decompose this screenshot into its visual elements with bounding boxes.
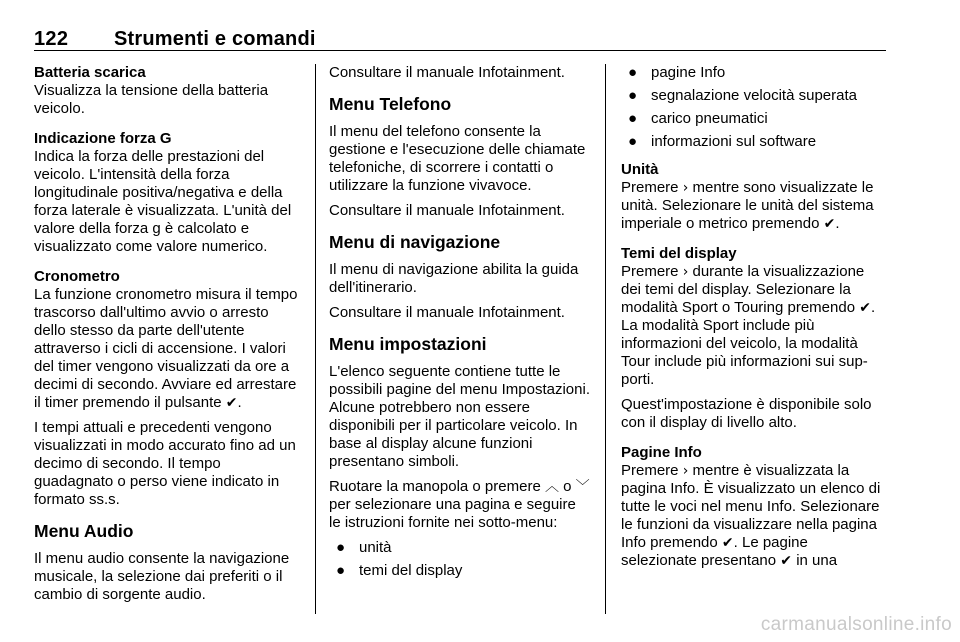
column-3 <box>621 64 887 570</box>
chevron-up-icon: ︿ <box>544 479 559 495</box>
page-header <box>34 28 886 51</box>
check-icon: ✔ <box>823 216 836 232</box>
section-text: Il menu di navigazione abilita la guida dell'itinerario. <box>329 261 579 296</box>
check-icon: ✔ <box>780 553 793 569</box>
section-pagine-info <box>621 444 887 570</box>
section-unita <box>621 161 887 233</box>
column-divider <box>605 64 606 614</box>
section-text: Premere › durante la visualizzazione dei temi del display. Selezionare la modalità Sport o Touring premendo ✔. La modalità Sport include più informazioni del veicolo, la modalità Tour include più informazioni sui sup-porti. <box>621 263 876 388</box>
list-item: ● temi del display <box>336 562 463 579</box>
bullet-icon: ● <box>336 562 346 579</box>
section-text: Consultare il manuale Infotainment. <box>329 64 565 81</box>
section-text: L'elenco seguente contiene tutte le possibili pagine del menu Impostazioni. Alcune potrebbero non essere disponibili per il particolare veicolo. In base al display alcune funzioni presentano simboli. <box>329 363 590 470</box>
watermark: carmanualsonline.info <box>760 614 952 635</box>
check-icon: ✔ <box>721 535 734 551</box>
section-text: Premere › mentre sono visualizzate le unità. Selezionare le unità del sistema imperiale o metrico premendo ✔. <box>621 179 874 232</box>
section-text: Ruotare la manopola o premere ︿ o ﹀ per selezionare una pagina e seguire le istruzioni fornite nei sotto-menu: <box>329 478 590 531</box>
section-cronometro <box>34 268 302 509</box>
section-text: Premere › mentre è visualizzata la pagina Info. È visualizzato un elenco di tutte le voci nel menu Info. Selezionare le funzioni da visualizzare nella pagina Info premendo ✔. Le pagine selezionate presentano ✔ in una <box>621 462 881 569</box>
column-divider <box>315 64 316 614</box>
section-title: Temi del display <box>621 245 737 262</box>
section-text: Visualizza la tensione della batteria veicolo. <box>34 82 269 117</box>
section-menu-navigazione <box>329 232 591 322</box>
section-heading: Menu di navigazione <box>329 232 501 252</box>
chevron-down-icon: ﹀ <box>575 479 590 495</box>
section-text: Consultare il manuale Infotainment. <box>329 202 565 219</box>
chapter-title: Strumenti e comandi <box>114 28 316 50</box>
section-text: La funzione cronometro misura il tempo trascorso dall'ultimo avvio o arresto dello stesso da parte dell'utente attraverso i cicli di accensione. I valori del timer vengono visualizzati da ore a decimi di secondo. Avviare ed arrestare il timer premendo il pulsante ✔. <box>34 286 298 411</box>
section-heading: Menu Telefono <box>329 94 452 114</box>
section-title: Pagine Info <box>621 444 702 461</box>
section-text: Consultare il manuale Infotainment. <box>329 304 565 321</box>
section-batteria <box>34 64 302 118</box>
section-text: Indica la forza delle prestazioni del veicolo. L'intensità della forza longitudinale positiva/negativa e della forza laterale è visualizzata. L'unità del valore della forza g è calcolato e visualizzato come valore numerico. <box>34 148 292 255</box>
list-item: ● informazioni sul software <box>628 133 817 150</box>
bullet-icon: ● <box>628 133 638 150</box>
bullet-icon: ● <box>628 64 638 81</box>
section-text: I tempi attuali e precedenti vengono visualizzati in modo accurato fino ad un decimo di secondo. Il tempo guadagnato o perso viene indicato in formato ss.s. <box>34 419 296 508</box>
section-menu-telefono <box>329 94 591 220</box>
section-forza-g <box>34 130 302 256</box>
bullet-icon: ● <box>336 539 346 556</box>
bullet-icon: ● <box>628 110 638 127</box>
bullet-icon: ● <box>628 87 638 104</box>
section-title: Batteria scarica <box>34 64 146 81</box>
section-text: Quest'impostazione è disponibile solo con il display di livello alto. <box>621 396 872 431</box>
section-menu-audio <box>34 521 302 604</box>
list-item: ● segnalazione velocità superata <box>628 87 857 104</box>
section-title: Cronometro <box>34 268 120 285</box>
section-heading: Menu Audio <box>34 521 134 541</box>
section-title: Indicazione forza G <box>34 130 172 147</box>
section-heading: Menu impostazioni <box>329 334 487 354</box>
list-item: ● unità <box>336 539 392 556</box>
column-2 <box>329 64 591 585</box>
chevron-right-icon: › <box>682 180 689 196</box>
page-number: 122 <box>34 28 69 50</box>
section-temi-display <box>621 245 887 432</box>
settings-list <box>621 64 887 151</box>
check-icon: ✔ <box>225 395 238 411</box>
chevron-right-icon: › <box>682 264 689 280</box>
column-1 <box>34 64 302 604</box>
check-icon: ✔ <box>859 300 871 316</box>
list-item: ● pagine Info <box>628 64 726 81</box>
list-item: ● carico pneumatici <box>628 110 768 127</box>
section-title: Unità <box>621 161 659 178</box>
section-text: Il menu audio consente la navigazione musicale, la selezione dai preferiti o il cambio di sorgente audio. <box>34 550 290 603</box>
chevron-right-icon: › <box>682 463 689 479</box>
section-text: Il menu del telefono consente la gestione e l'esecuzione delle chiamate telefoniche, di scorrere i contatti o utilizzare la funzione vivavoce. <box>329 123 586 194</box>
settings-list <box>329 539 591 580</box>
section-menu-impostazioni <box>329 334 591 580</box>
